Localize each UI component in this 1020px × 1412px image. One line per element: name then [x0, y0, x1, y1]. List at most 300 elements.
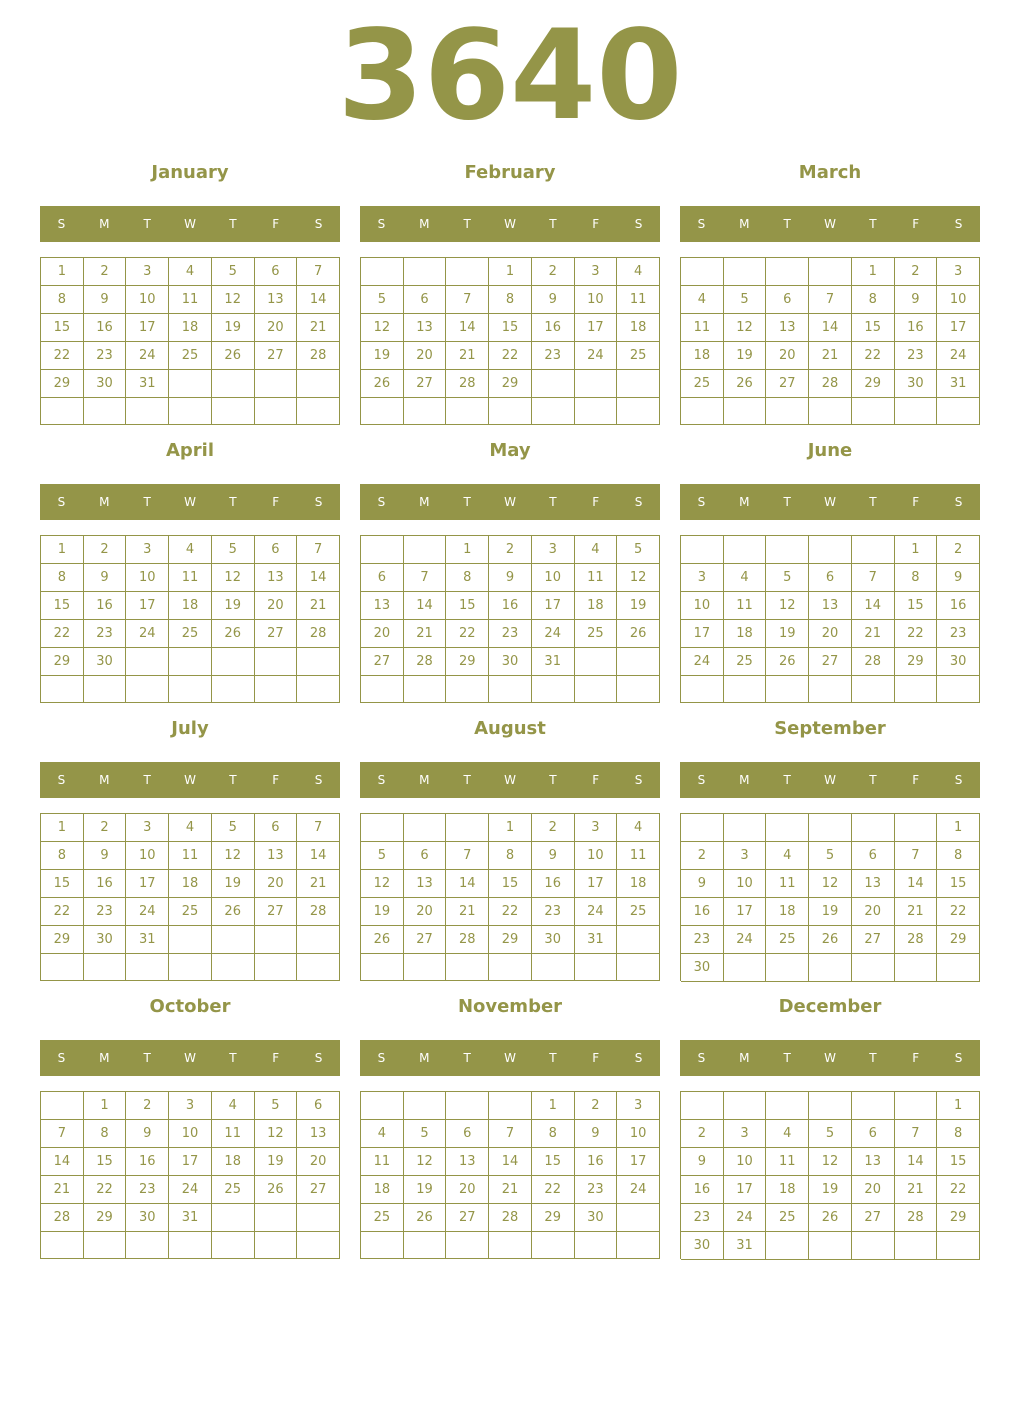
day-cell: 23 [126, 1176, 169, 1204]
day-cell: 8 [532, 1120, 575, 1148]
empty-cell [255, 398, 298, 425]
day-cell: 4 [766, 1120, 809, 1148]
day-cell: 25 [617, 342, 660, 370]
empty-cell [41, 676, 84, 703]
day-cell: 14 [809, 314, 852, 342]
empty-cell [297, 926, 340, 954]
day-cell: 10 [724, 1148, 767, 1176]
day-cell: 15 [489, 314, 532, 342]
empty-cell [809, 258, 852, 286]
day-cell: 29 [489, 370, 532, 398]
day-cell: 7 [895, 1120, 938, 1148]
empty-cell [617, 926, 660, 954]
day-cell: 26 [361, 926, 404, 954]
empty-cell [361, 258, 404, 286]
day-cell: 11 [724, 592, 767, 620]
day-cell: 3 [126, 258, 169, 286]
day-cell: 20 [404, 898, 447, 926]
day-cell: 3 [126, 814, 169, 842]
weekday-label: M [419, 217, 430, 231]
day-cell: 18 [724, 620, 767, 648]
day-cell: 1 [446, 536, 489, 564]
day-cell: 4 [575, 536, 618, 564]
day-cell: 28 [895, 926, 938, 954]
weekday-label: S [634, 773, 643, 787]
empty-cell [212, 954, 255, 981]
day-cell: 24 [126, 620, 169, 648]
empty-cell [297, 1232, 340, 1259]
day-cell: 24 [617, 1176, 660, 1204]
day-cell: 19 [255, 1148, 298, 1176]
day-cell: 6 [446, 1120, 489, 1148]
day-cell: 30 [489, 648, 532, 676]
day-cell: 15 [446, 592, 489, 620]
day-cell: 22 [852, 342, 895, 370]
day-cell: 14 [297, 564, 340, 592]
day-cell: 10 [575, 842, 618, 870]
day-cell: 20 [852, 898, 895, 926]
weekday-label: S [377, 217, 386, 231]
empty-cell [126, 676, 169, 703]
day-cell: 7 [41, 1120, 84, 1148]
day-cell: 23 [937, 620, 980, 648]
empty-cell [212, 1204, 255, 1232]
weekday-label: S [57, 773, 66, 787]
empty-cell [446, 258, 489, 286]
empty-cell [361, 676, 404, 703]
day-cell: 23 [84, 898, 127, 926]
empty-cell [681, 676, 724, 703]
empty-cell [446, 1232, 489, 1259]
day-cell: 12 [809, 1148, 852, 1176]
empty-cell [766, 676, 809, 703]
weekday-label: M [739, 217, 750, 231]
day-cell: 4 [169, 814, 212, 842]
day-cell: 13 [404, 870, 447, 898]
day-cell: 3 [575, 258, 618, 286]
day-cell: 15 [41, 870, 84, 898]
day-cell: 29 [41, 926, 84, 954]
day-cell: 26 [212, 620, 255, 648]
day-cell: 19 [361, 342, 404, 370]
weekday-label: M [99, 495, 110, 509]
empty-cell [852, 814, 895, 842]
day-cell: 30 [895, 370, 938, 398]
day-cell: 20 [255, 592, 298, 620]
weekday-label: F [912, 773, 920, 787]
day-cell: 22 [532, 1176, 575, 1204]
day-cell: 3 [532, 536, 575, 564]
day-cell: 17 [575, 314, 618, 342]
day-cell: 9 [681, 870, 724, 898]
empty-cell [617, 370, 660, 398]
day-cell: 5 [361, 842, 404, 870]
day-cell: 2 [532, 258, 575, 286]
weekday-label: M [419, 495, 430, 509]
day-cell: 2 [937, 536, 980, 564]
day-cell: 17 [126, 592, 169, 620]
day-cell: 8 [41, 564, 84, 592]
day-cell: 7 [297, 258, 340, 286]
day-cell: 11 [361, 1148, 404, 1176]
day-cell: 5 [212, 258, 255, 286]
empty-cell [895, 398, 938, 425]
day-cell: 14 [297, 286, 340, 314]
day-cell: 28 [809, 370, 852, 398]
empty-cell [766, 258, 809, 286]
weekday-label: S [697, 217, 706, 231]
day-cell: 19 [724, 342, 767, 370]
empty-cell [681, 1092, 724, 1120]
weekday-header [680, 206, 980, 242]
day-cell: 29 [937, 926, 980, 954]
day-cell: 11 [766, 870, 809, 898]
empty-cell [84, 398, 127, 425]
day-cell: 20 [446, 1176, 489, 1204]
day-cell: 19 [809, 898, 852, 926]
weekday-label: M [739, 773, 750, 787]
day-cell: 2 [84, 536, 127, 564]
day-cell: 24 [126, 342, 169, 370]
day-cell: 13 [766, 314, 809, 342]
day-grid [680, 1091, 980, 1259]
day-cell: 19 [212, 592, 255, 620]
empty-cell [937, 954, 980, 982]
weekday-label: S [697, 495, 706, 509]
empty-cell [766, 954, 809, 982]
weekday-label: F [592, 495, 600, 509]
day-cell: 31 [169, 1204, 212, 1232]
day-cell: 6 [255, 258, 298, 286]
empty-cell [809, 1092, 852, 1120]
day-cell: 19 [212, 870, 255, 898]
weekday-label: T [783, 495, 791, 509]
day-cell: 20 [404, 342, 447, 370]
weekday-label: S [634, 217, 643, 231]
day-cell: 11 [169, 842, 212, 870]
empty-cell [895, 1092, 938, 1120]
empty-cell [297, 648, 340, 676]
empty-cell [361, 398, 404, 425]
empty-cell [41, 1232, 84, 1259]
day-cell: 12 [212, 842, 255, 870]
empty-cell [895, 676, 938, 703]
empty-cell [255, 370, 298, 398]
empty-cell [575, 676, 618, 703]
day-cell: 21 [895, 898, 938, 926]
weekday-label: S [634, 495, 643, 509]
day-cell: 21 [297, 870, 340, 898]
empty-cell [895, 954, 938, 982]
weekday-label: T [143, 1051, 151, 1065]
day-cell: 28 [895, 1204, 938, 1232]
empty-cell [766, 398, 809, 425]
day-grid [360, 535, 660, 703]
day-cell: 10 [126, 564, 169, 592]
day-cell: 17 [169, 1148, 212, 1176]
weekday-label: M [99, 217, 110, 231]
empty-cell [809, 676, 852, 703]
day-cell: 29 [852, 370, 895, 398]
day-cell: 22 [41, 898, 84, 926]
weekday-label: S [377, 495, 386, 509]
day-cell: 29 [937, 1204, 980, 1232]
empty-cell [169, 370, 212, 398]
day-grid [360, 813, 660, 981]
month-name: September [774, 718, 886, 739]
day-cell: 16 [84, 314, 127, 342]
weekday-label: W [824, 773, 836, 787]
day-cell: 16 [681, 1176, 724, 1204]
empty-cell [895, 1232, 938, 1260]
empty-cell [212, 1232, 255, 1259]
day-cell: 19 [404, 1176, 447, 1204]
day-cell: 3 [617, 1092, 660, 1120]
day-cell: 11 [766, 1148, 809, 1176]
weekday-label: F [272, 773, 280, 787]
day-cell: 9 [84, 564, 127, 592]
weekday-label: S [314, 773, 323, 787]
day-cell: 10 [169, 1120, 212, 1148]
day-cell: 30 [84, 926, 127, 954]
day-cell: 17 [532, 592, 575, 620]
day-cell: 24 [575, 342, 618, 370]
day-cell: 25 [766, 1204, 809, 1232]
day-cell: 5 [617, 536, 660, 564]
weekday-label: T [869, 217, 877, 231]
day-cell: 13 [361, 592, 404, 620]
day-cell: 7 [852, 564, 895, 592]
empty-cell [532, 1232, 575, 1259]
day-cell: 2 [575, 1092, 618, 1120]
day-cell: 13 [852, 1148, 895, 1176]
empty-cell [809, 954, 852, 982]
month-name: November [457, 996, 563, 1017]
day-grid [360, 257, 660, 425]
day-cell: 31 [575, 926, 618, 954]
day-cell: 2 [84, 814, 127, 842]
empty-cell [617, 676, 660, 703]
day-cell: 7 [297, 814, 340, 842]
day-cell: 15 [852, 314, 895, 342]
month-name: August [474, 718, 546, 739]
day-cell: 18 [169, 592, 212, 620]
day-cell: 2 [126, 1092, 169, 1120]
empty-cell [809, 1232, 852, 1260]
empty-cell [852, 398, 895, 425]
day-cell: 23 [489, 620, 532, 648]
empty-cell [532, 954, 575, 981]
day-cell: 24 [169, 1176, 212, 1204]
day-cell: 30 [575, 1204, 618, 1232]
day-cell: 27 [255, 620, 298, 648]
empty-cell [212, 370, 255, 398]
day-cell: 11 [617, 286, 660, 314]
empty-cell [489, 1092, 532, 1120]
day-cell: 12 [255, 1120, 298, 1148]
day-cell: 30 [681, 954, 724, 982]
day-cell: 8 [489, 286, 532, 314]
day-cell: 13 [446, 1148, 489, 1176]
empty-cell [212, 676, 255, 703]
weekday-label: S [954, 1051, 963, 1065]
day-cell: 25 [169, 898, 212, 926]
day-cell: 27 [852, 926, 895, 954]
day-cell: 20 [297, 1148, 340, 1176]
day-cell: 17 [617, 1148, 660, 1176]
day-cell: 1 [532, 1092, 575, 1120]
empty-cell [446, 398, 489, 425]
day-cell: 17 [724, 1176, 767, 1204]
day-cell: 6 [297, 1092, 340, 1120]
weekday-header [360, 206, 660, 242]
day-cell: 11 [681, 314, 724, 342]
weekday-label: S [634, 1051, 643, 1065]
day-cell: 28 [446, 926, 489, 954]
empty-cell [575, 648, 618, 676]
day-cell: 12 [361, 870, 404, 898]
weekday-label: S [377, 1051, 386, 1065]
day-cell: 9 [84, 286, 127, 314]
day-cell: 12 [212, 286, 255, 314]
day-cell: 18 [681, 342, 724, 370]
day-cell: 30 [84, 648, 127, 676]
day-cell: 11 [617, 842, 660, 870]
month-name: March [798, 162, 862, 183]
day-cell: 16 [575, 1148, 618, 1176]
empty-cell [852, 536, 895, 564]
empty-cell [169, 398, 212, 425]
month-name: April [165, 440, 215, 461]
day-cell: 4 [766, 842, 809, 870]
day-cell: 10 [724, 870, 767, 898]
day-cell: 8 [937, 842, 980, 870]
empty-cell [169, 648, 212, 676]
day-cell: 8 [41, 286, 84, 314]
day-cell: 26 [724, 370, 767, 398]
day-cell: 11 [212, 1120, 255, 1148]
empty-cell [361, 536, 404, 564]
day-cell: 21 [446, 898, 489, 926]
empty-cell [852, 1232, 895, 1260]
day-cell: 13 [404, 314, 447, 342]
day-cell: 4 [724, 564, 767, 592]
day-cell: 23 [575, 1176, 618, 1204]
empty-cell [532, 398, 575, 425]
day-cell: 26 [404, 1204, 447, 1232]
day-cell: 5 [809, 1120, 852, 1148]
weekday-label: W [824, 217, 836, 231]
empty-cell [724, 954, 767, 982]
day-cell: 15 [84, 1148, 127, 1176]
weekday-label: T [783, 1051, 791, 1065]
weekday-label: T [869, 1051, 877, 1065]
weekday-label: T [549, 773, 557, 787]
day-cell: 19 [617, 592, 660, 620]
weekday-label: T [549, 217, 557, 231]
empty-cell [617, 1204, 660, 1232]
empty-cell [84, 954, 127, 981]
empty-cell [169, 926, 212, 954]
weekday-header [40, 206, 340, 242]
day-cell: 28 [489, 1204, 532, 1232]
day-cell: 18 [169, 314, 212, 342]
day-cell: 19 [361, 898, 404, 926]
empty-cell [297, 1204, 340, 1232]
day-cell: 16 [532, 870, 575, 898]
day-cell: 12 [724, 314, 767, 342]
day-cell: 24 [937, 342, 980, 370]
day-cell: 4 [212, 1092, 255, 1120]
weekday-label: F [592, 773, 600, 787]
day-cell: 6 [255, 536, 298, 564]
day-cell: 27 [446, 1204, 489, 1232]
day-cell: 25 [617, 898, 660, 926]
empty-cell [446, 814, 489, 842]
day-cell: 31 [937, 370, 980, 398]
weekday-label: S [57, 217, 66, 231]
day-cell: 15 [895, 592, 938, 620]
weekday-header [360, 1040, 660, 1076]
empty-cell [937, 398, 980, 425]
day-cell: 22 [489, 898, 532, 926]
weekday-label: W [824, 495, 836, 509]
empty-cell [297, 370, 340, 398]
day-cell: 10 [126, 842, 169, 870]
empty-cell [41, 398, 84, 425]
day-cell: 31 [126, 926, 169, 954]
day-cell: 18 [766, 898, 809, 926]
day-cell: 20 [766, 342, 809, 370]
day-cell: 14 [297, 842, 340, 870]
empty-cell [446, 954, 489, 981]
empty-cell [575, 398, 618, 425]
day-cell: 8 [489, 842, 532, 870]
day-cell: 1 [895, 536, 938, 564]
day-cell: 21 [297, 592, 340, 620]
day-cell: 30 [84, 370, 127, 398]
day-cell: 18 [361, 1176, 404, 1204]
month-name: July [171, 718, 209, 739]
day-cell: 4 [617, 814, 660, 842]
day-cell: 18 [766, 1176, 809, 1204]
day-cell: 1 [41, 536, 84, 564]
day-cell: 16 [532, 314, 575, 342]
day-cell: 19 [809, 1176, 852, 1204]
day-cell: 22 [446, 620, 489, 648]
day-cell: 6 [852, 1120, 895, 1148]
empty-cell [724, 676, 767, 703]
day-cell: 14 [895, 1148, 938, 1176]
day-cell: 25 [724, 648, 767, 676]
day-cell: 7 [809, 286, 852, 314]
empty-cell [297, 398, 340, 425]
empty-cell [404, 398, 447, 425]
weekday-label: M [99, 773, 110, 787]
day-cell: 23 [532, 898, 575, 926]
day-cell: 3 [126, 536, 169, 564]
empty-cell [404, 954, 447, 981]
day-cell: 14 [41, 1148, 84, 1176]
day-cell: 26 [255, 1176, 298, 1204]
day-cell: 28 [297, 898, 340, 926]
day-cell: 17 [575, 870, 618, 898]
empty-cell [126, 954, 169, 981]
weekday-header [680, 1040, 980, 1076]
day-cell: 8 [84, 1120, 127, 1148]
day-cell: 13 [297, 1120, 340, 1148]
day-cell: 14 [852, 592, 895, 620]
